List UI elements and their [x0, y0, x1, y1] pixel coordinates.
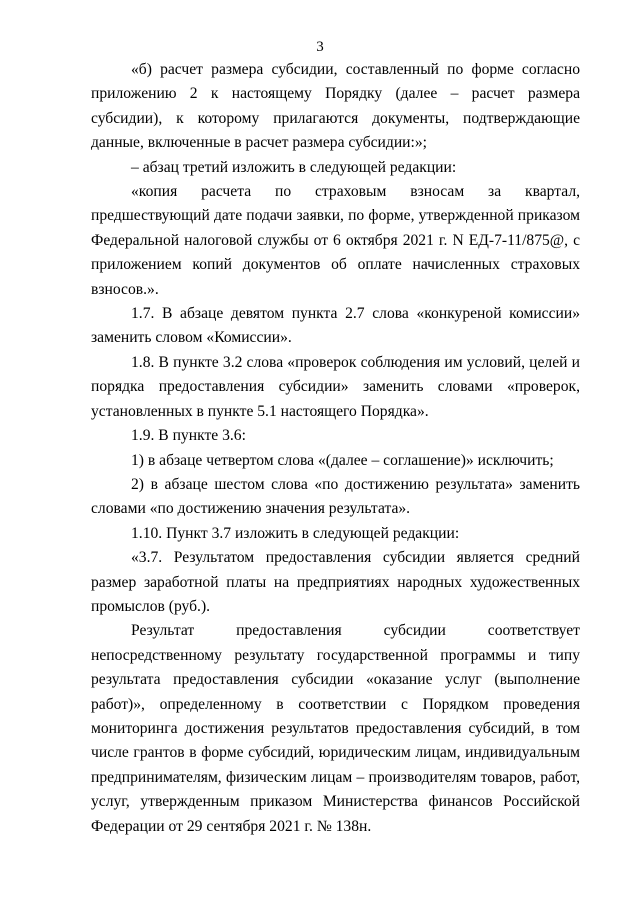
document-body	[91, 58, 580, 839]
page-number: 3	[316, 39, 324, 55]
paragraph-11: Результат предоставления субсидии соответствует непосредственному результату государственной программы и типу результата предоставления субсидии «оказание услуг (выполнение работ)», определенному в соответствии с Порядком проведения мониторинга достижения результатов предоставления субсидий, в том числе грантов в форме субсидий, юридическим лицам, индивидуальным предпринимателям, физическим лицам – производителям товаров, работ, услуг, утвержденным приказом Министерства финансов Российской Федерации от 29 сентября 2021 г. № 138н.	[91, 622, 580, 835]
paragraph-7: 1) в абзаце четвертом слова «(далее – соглашение)» исключить;	[131, 451, 554, 469]
paragraph-1: «б) расчет размера субсидии, составленный по форме согласно приложению 2 к настоящему Порядку (далее – расчет размера субсидии), к которому прилагаются документы, подтверждающие данные, включенные в расчет размера субсидии:»;	[91, 61, 580, 152]
paragraph-5: 1.8. В пункте 3.2 слова «проверок соблюдения им условий, целей и порядка предоставления субсидии» заменить словами «проверок, установленных в пункте 5.1 настоящего Порядка».	[91, 353, 580, 420]
paragraph-8: 2) в абзаце шестом слова «по достижению результата» заменить словами «по достижению значения результата».	[91, 475, 580, 518]
paragraph-6: 1.9. В пункте 3.6:	[131, 427, 246, 445]
paragraph-3: «копия расчета по страховым взносам за квартал, предшествующий дате подачи заявки, по форме, утвержденной приказом Федеральной налоговой службы от 6 октября 2021 г. N ЕД-7-11/875@, с приложением копий документов об оплате начисленных страховых взносов.».	[91, 183, 580, 298]
paragraph-2: – абзац третий изложить в следующей редакции:	[131, 158, 457, 176]
paragraph-10: «3.7. Результатом предоставления субсидии является средний размер заработной платы на предприятиях народных художественных промыслов (руб.).	[91, 549, 580, 615]
paragraph-9: 1.10. Пункт 3.7 изложить в следующей редакции:	[131, 524, 460, 542]
paragraph-4: 1.7. В абзаце девятом пункта 2.7 слова «конкуреной комиссии» заменить словом «Комиссии».	[91, 305, 580, 347]
